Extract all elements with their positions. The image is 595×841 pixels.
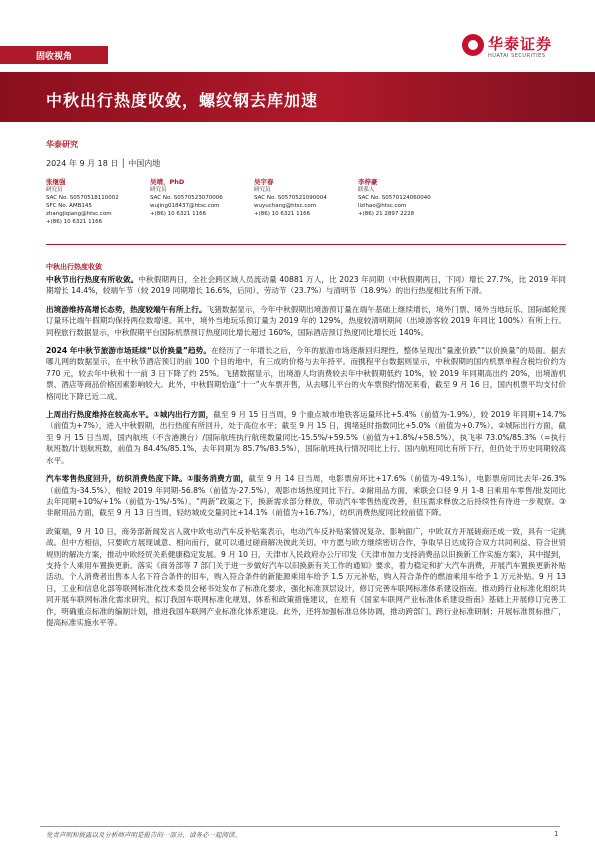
- section-tag-badge: [0, 46, 108, 64]
- research-label: 华泰研究: [46, 140, 78, 149]
- paragraph: [46, 345, 566, 402]
- analyst-card: [254, 178, 358, 218]
- analyst-role: 研究员: [150, 187, 167, 193]
- analyst-email[interactable]: lizihao@htsc.com: [358, 203, 407, 209]
- logo-mark-icon: [462, 34, 484, 56]
- title-banner: [0, 72, 595, 122]
- paragraph: [46, 473, 566, 519]
- analyst-card: [358, 178, 462, 218]
- report-title: 中秋出行热度收敛，螺纹钢去库加速: [46, 91, 319, 110]
- analyst-email[interactable]: wuyuchang@htsc.com: [254, 203, 317, 209]
- analyst-phone: +(86) 21 2897 2228: [358, 211, 415, 217]
- analyst-email[interactable]: zhangjiqiang@htsc.com: [46, 211, 112, 217]
- analyst-phone: +(86) 10 6321 1166: [254, 211, 311, 217]
- page-number: 1: [554, 830, 559, 838]
- analyst-name: 李梓豪: [358, 178, 378, 186]
- analyst-sac: SAC No. S0570523070006: [150, 195, 223, 201]
- footer-disclaimer[interactable]: 免责声明和披露以及分析师声明是报告的一部分，请务必一起阅读。: [46, 831, 241, 839]
- analyst-role: 研究员: [46, 187, 63, 193]
- analyst-email[interactable]: wujing018437@htsc.com: [150, 203, 220, 209]
- analyst-name: 张继强: [46, 178, 66, 186]
- analyst-sac: SAC No. S0570521090004: [254, 195, 327, 201]
- paragraph: [46, 304, 566, 338]
- paragraph-text: 截至 9 月 15 日当周，9 个重点城市地铁客运量环比+5.4%（前值为-1.9%），较 2019 年同期+14.7%（前值为+7%），进入中秋假期，出行热度有所回升，处于高位水平；截至 9 月 15 日，拥堵延时指数同比+5.0%（前值为+0.7%）。②城际出行方面，截至 9 月 15 日当周，国内航班（不含港澳台）/国际航班执行航班数量同比-15.5%/+59.5%（前值为+1.8%/+58.5%），执飞率 73.0%/85.3%（=执行航班数/计划航班数，前值为 84.4%/85.1%，去年同期为 85.7%/83.5%），国际航班执行情况同比上行、国内航班同比有所下行，但仍处于历史同期较高水平。: [46, 410, 566, 465]
- analyst-sfc: SFC No. AMB145: [46, 203, 92, 209]
- section-divider: [46, 244, 566, 245]
- subheading: 中秋出行热度收敛: [46, 263, 102, 271]
- analyst-sac: SAC No. S0570518110002: [46, 195, 119, 201]
- paragraph-lead: 汽车零售热度回升，纺织消费热度下降。①服务消费方面，: [46, 474, 249, 484]
- analyst-card: [46, 178, 150, 226]
- analyst-card: [150, 178, 254, 218]
- paragraph-text: 在经历了一年增长之后，今年的旅游市场逐渐回归理性，整体呈现出“量涨价跌”“以价换量”的局面。据去哪儿网的数据显示，在中秋节酒店预订的前 100 个目的地中，有三成的价格与去年持平。而携程平台数据则显示，中秋假期的国内机票单程含税均价约为 770 元，较去年中秋和十一前 3 日下降了约 25%。飞猪数据显示，出境游人均消费较去年中秋假期低约 10%，较 2019 年同期高出约 20%，出境游机票、酒店等商品价格因素影响较大。此外，中秋假期恰逢“十一”火车票开售，从去哪儿平台的火车票预约情况来看，截至 9 月 16 日，国内机票平均支付价格同比下降已近二成。: [46, 346, 566, 401]
- report-date: 2024 年 9 月 18 日 │ 中国内地: [46, 159, 161, 168]
- analyst-phone: +(86) 10 6321 1166: [150, 211, 207, 217]
- logo-en-text: HUATAI SECURITIES: [488, 53, 546, 59]
- analyst-name: 吴宇春: [254, 178, 274, 186]
- analyst-phone: +(86) 10 6321 1166: [46, 219, 103, 225]
- paragraph: [46, 409, 566, 466]
- paragraph-lead: 中秋节出行热度有所收敛。: [46, 275, 139, 284]
- analyst-role: 联系人: [358, 187, 375, 193]
- analyst-name: 吴靖，PhD: [150, 178, 185, 186]
- page-header: [0, 0, 595, 72]
- paragraph-text: 政策端，9 月 10 日，商务部新闻发言人就中欧电动汽车反补贴案表示，电动汽车反补贴案情况复杂、影响面广，中欧双方开展磋商还成一致，具有一定挑战。但中方相信，只要欧方展现诚意、相向而行，就可以通过磋商解决彼此关切。中方愿与欧方继续密切合作，争取早日达成符合双方共同利益、符合世贸规则的解决方案，推动中欧经贸关系健康稳定发展。9 月 10 日，天津市人民政府办公厅印发《天津市加力支持消费品以旧换新工作实施方案》，其中提到，支持个人乘用车置换更新。落实《商务部等 7 部门关于进一步做好汽车以旧换新有关工作的通知》要求，着力稳定和扩大汽车消费，开展汽车置换更新补贴活动。个人消费者出售本人名下符合条件的旧车，购入符合条件的新能源乘用车给予 1.5 万元补贴，购入符合条件的燃油乘用车给予 1 万元补贴。9 月 13 日，工业和信息化部等联网标准化技术委员会秘书处发布了标准化要求，强化标准顶层设计，修订完善车联网标准体系建设指南。推动跨行业标准化组织共同开展车联网标准化需求研究，拟订我国车联网标准化规划、体系和政策措施建议，在原有《国家车联网产业标准体系建设指南》基础上开展修订完善工作，明确重点标准的编制计划，推进我国车联网产业标准化体系建设。此外，还将加强标准总体协调，推动跨部门、跨行业标准研制；开展标准贯标推广，提高标准实施水平等。: [46, 526, 566, 627]
- paragraph-lead: 出境游维持高增长态势，热度较端午有所上行。: [46, 304, 207, 314]
- analyst-role: 研究员: [254, 187, 271, 193]
- company-logo: [462, 32, 572, 62]
- paragraph-text: 截至 9 月 14 日当周，电影票房环比+17.6%（前值为-49.1%），电影票房同比去年-26.3%（前值为-34.5%），相较 2019 年同期-56.8%（前值为-27.5%），观影市场热度同比下行。②耐用品方面，乘联会口径 9 月 1-8 日乘用车零售/批发同比去年同期+10%/+1%（前值为-1%/-5%）。“两新”政策之下，换新需求部分释放，带动汽车零售热度改善，但压需求释放之后持续性有待进一步观察。③非耐用品方面，截至 9 月 13 日当周，轻纺城成交量同比+14.1%（前值为+16.7%），纺织消费热度同比较前值下降。: [46, 474, 566, 518]
- paragraph-lead: 2024 年中秋节旅游市场延续“以价换量”趋势。: [46, 346, 212, 356]
- section-tag-label: 固收视角: [36, 52, 73, 62]
- paragraph: [46, 526, 566, 629]
- report-body: [46, 262, 566, 635]
- paragraph: [46, 274, 566, 297]
- paragraph-text: 飞猪数据显示，今年中秋假期出境游预订量在端午基础上继续增长，境外门票、境外当地玩乐、国际邮轮预订量环比端午假期均保持两位数增速。其中，境外当地玩乐预订量为 2019 年的 129%，热度较清明期间（出境游客较 2019 年同比 100%）有所上行。同程旅行数据显示，中秋假期平台国际机票预订热度同比增长超过 160%，国际酒店预订热度同比增长近 140%。: [46, 304, 566, 337]
- logo-cn-text: 华泰证券: [488, 35, 553, 53]
- analyst-sac: SAC No. S0570124060040: [358, 195, 431, 201]
- paragraph-text: 中秋假期两日，全社会跨区域人员流动量 40881 万人，比 2023 年同期（中秋假期两日，下同）增长 27.7%，比 2019 年同期增长 14.4%，较端午节（较 2019 同期增长 16.6%，后同）、劳动节（23.7%）与清明节（18.9%）的出行热度相比有所下滑。: [46, 275, 566, 296]
- analyst-list: [46, 178, 566, 238]
- paragraph-lead: 上周出行热度维持在较高水平。①城内出行方面，: [46, 410, 214, 420]
- footer-divider: [40, 826, 560, 827]
